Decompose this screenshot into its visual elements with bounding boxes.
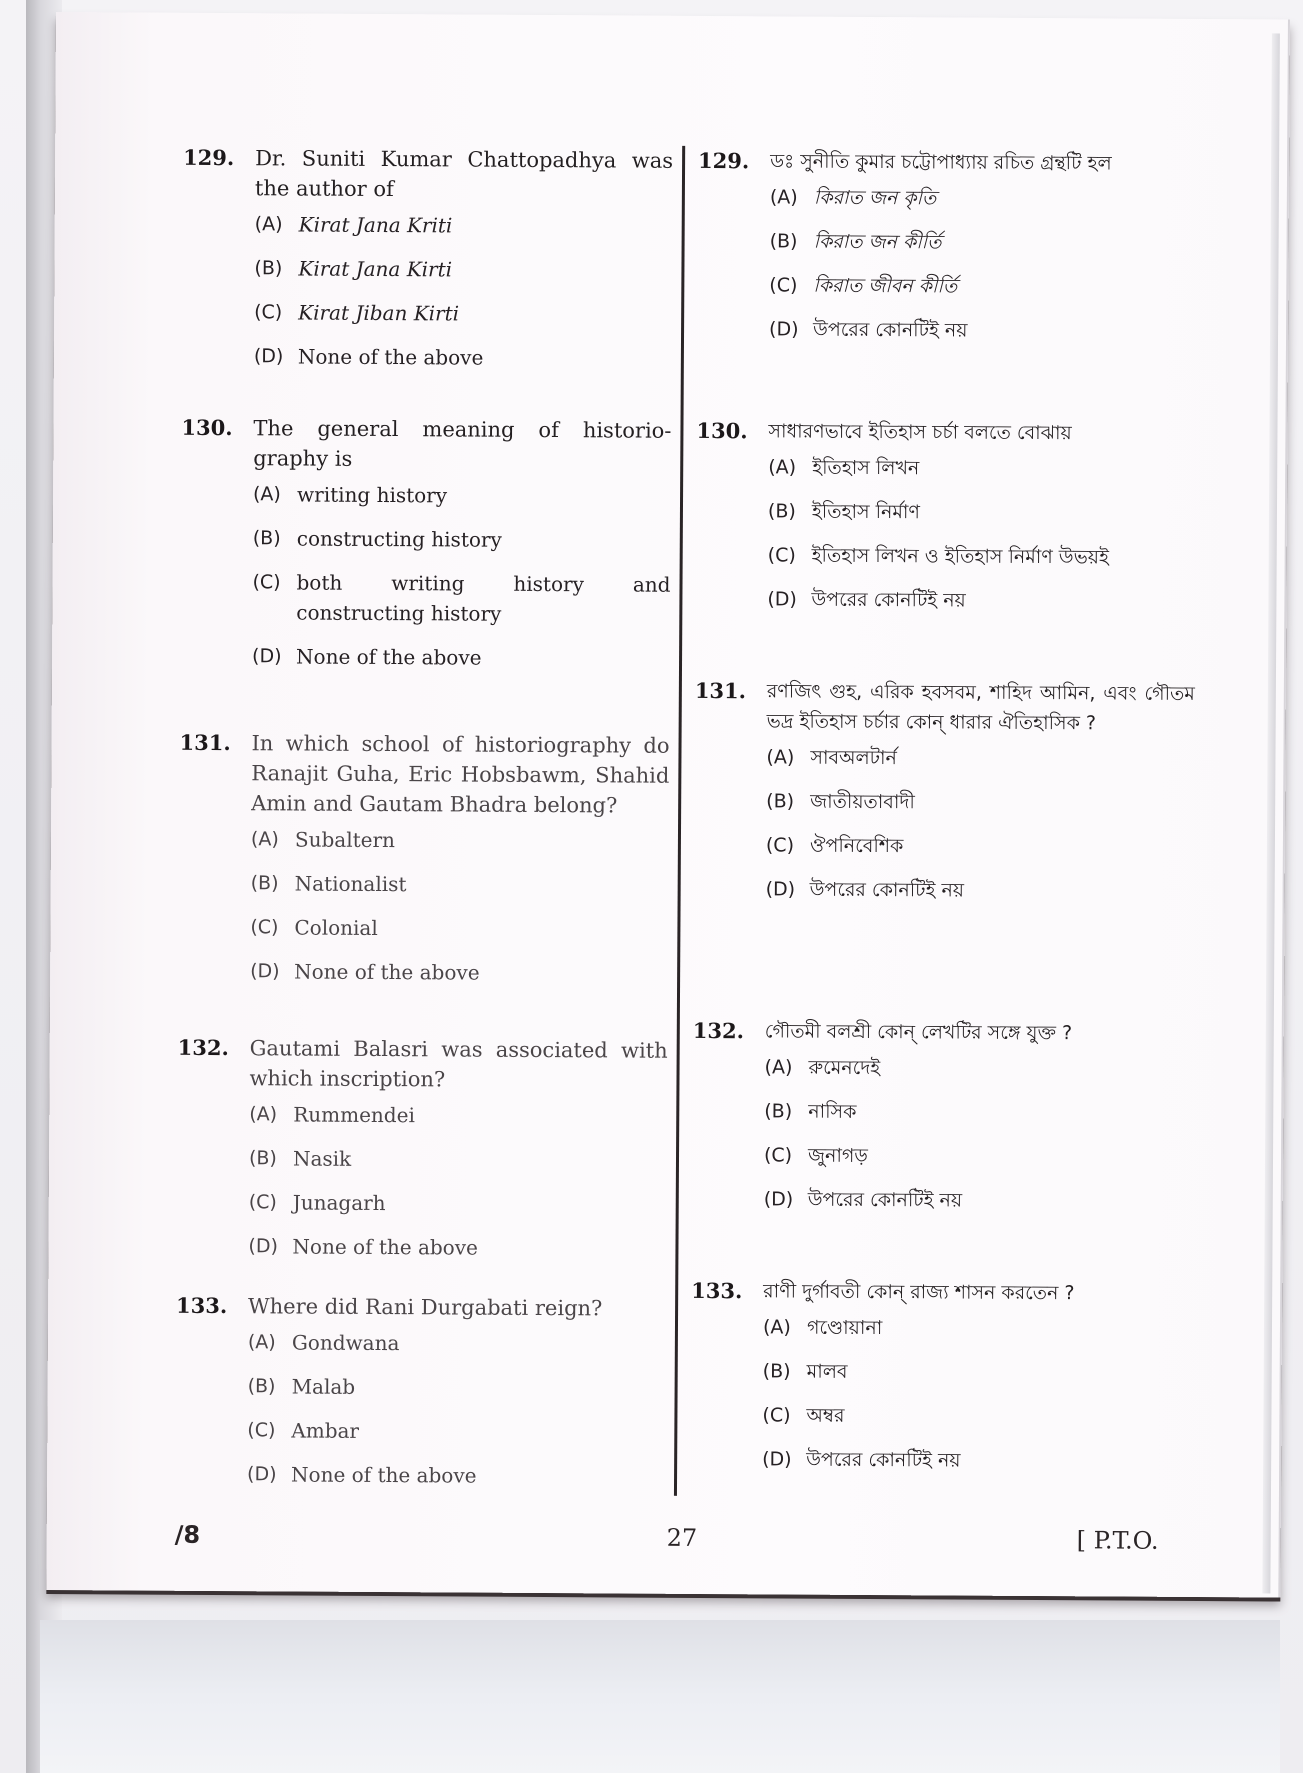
option-label: (D) <box>248 1235 278 1258</box>
page-edge <box>1262 33 1280 1593</box>
option-text: সাবঅলটার্ন <box>810 746 897 770</box>
option-b <box>770 226 1198 259</box>
option-label: (A) <box>769 186 798 209</box>
question-number: 133. <box>691 1277 743 1304</box>
options-list <box>767 452 1196 617</box>
option-text: None of the above <box>297 344 484 370</box>
option-label: (B) <box>766 790 795 813</box>
question-text: Where did Rani Durgabati reign? <box>248 1294 603 1321</box>
page-footer <box>47 1520 1279 1555</box>
question-number: 129. <box>183 144 235 171</box>
option-d <box>766 874 1194 907</box>
option-label: (D) <box>769 318 799 341</box>
option-a <box>251 824 669 857</box>
option-text: Colonial <box>294 915 378 940</box>
question-text: Dr. Suniti Kumar Chattopadhya was the author of <box>254 146 674 202</box>
option-b <box>768 496 1196 529</box>
option-d <box>762 1444 1190 1477</box>
option-a <box>764 1052 1192 1085</box>
option-c <box>250 912 668 945</box>
option-label: (B) <box>247 1375 276 1398</box>
option-label: (A) <box>252 483 281 506</box>
option-a <box>248 1327 666 1360</box>
option-label: (D) <box>252 645 282 668</box>
option-label: (B) <box>250 872 279 895</box>
option-text: কিরাত জীবন কীর্তি <box>813 274 958 298</box>
option-text: both writing history and constructing history <box>296 570 671 626</box>
option-d <box>769 314 1197 347</box>
option-label: (A) <box>762 1316 791 1339</box>
option-c <box>766 830 1194 863</box>
options-list <box>254 209 673 374</box>
question-text: The general meaning of historio-graphy is <box>253 416 672 471</box>
option-b <box>253 523 671 556</box>
english-column <box>176 143 674 1488</box>
option-label: (A) <box>766 746 795 769</box>
question-number: 132. <box>692 1017 745 1044</box>
option-text: Kirat Jiban Kirti <box>298 300 460 326</box>
option-label: (C) <box>250 916 279 939</box>
option-label: (A) <box>249 1103 278 1126</box>
option-text: ইতিহাস লিখন ও ইতিহাস নির্মাণ উভয়ই <box>811 544 1109 569</box>
option-text: ঔপনিবেশিক <box>809 834 904 858</box>
option-text: Subaltern <box>294 827 396 853</box>
question-number: 132. <box>177 1034 229 1061</box>
option-text: জুনাগড় <box>807 1144 868 1167</box>
option-a <box>253 479 671 512</box>
option-text: উপরের কোনটিই নয় <box>807 1188 963 1212</box>
option-text: Junagarh <box>292 1190 386 1216</box>
option-label: (C) <box>765 834 795 857</box>
question-number: 131. <box>694 677 747 704</box>
option-label: (C) <box>763 1144 793 1167</box>
option-text: মালব <box>806 1360 848 1383</box>
option-a <box>770 182 1198 215</box>
option-label: (C) <box>248 1191 277 1214</box>
option-text: Ambar <box>291 1418 360 1443</box>
option-text: None of the above <box>294 959 480 985</box>
option-b <box>254 253 672 286</box>
question-131-en <box>178 728 670 1003</box>
option-label: (A) <box>247 1331 276 1354</box>
option-text: Kirat Jana Kirti <box>298 256 453 282</box>
question-text: সাধারণভাবে ইতিহাস চর্চা বলতে বোঝায় <box>768 420 1072 445</box>
question-number: 133. <box>176 1292 228 1319</box>
option-text: গণ্ডোয়ানা <box>806 1316 883 1340</box>
option-label: (B) <box>769 230 798 253</box>
please-turn-over: [ P.T.O. <box>1076 1526 1159 1555</box>
option-label: (B) <box>767 500 796 523</box>
option-text: None of the above <box>295 644 482 670</box>
option-label: (D) <box>763 1188 794 1211</box>
question-number: 131. <box>179 729 231 756</box>
option-text: উপরের কোনটিই নয় <box>813 318 968 342</box>
option-label: (B) <box>252 527 281 550</box>
option-c <box>247 1415 665 1448</box>
option-d <box>248 1231 666 1264</box>
option-text: নাসিক <box>808 1100 857 1123</box>
options-list <box>248 1099 667 1264</box>
question-text: রাণী দুর্গাবতী কোন্ রাজ্য শাসন করতেন ? <box>763 1280 1075 1305</box>
question-number: 130. <box>181 414 233 441</box>
option-label: (C) <box>767 544 796 567</box>
option-a <box>249 1099 667 1132</box>
option-label: (C) <box>769 274 798 297</box>
scanner-bed-below-page <box>40 1620 1280 1773</box>
booklet-code: /8 <box>174 1520 201 1549</box>
question-text: রণজিৎ গুহ, এরিক হবসবম, শাহিদ আমিন, এবং গৌতম ভদ্র ইতিহাস চর্চার কোন্ ধারার ঐতিহাসিক ? <box>766 680 1195 735</box>
option-text: Gondwana <box>291 1330 400 1356</box>
option-c <box>769 270 1197 303</box>
option-text: জাতীয়তাবাদী <box>810 790 915 814</box>
option-c <box>764 1140 1192 1173</box>
option-label: (D) <box>767 588 797 611</box>
bengali-column <box>691 146 1198 1472</box>
question-number: 129. <box>698 147 750 174</box>
option-b <box>248 1371 666 1404</box>
question-text: গৌতমী বলশ্রী কোন্ লেখটির সঙ্গে যুক্ত ? <box>764 1020 1073 1045</box>
option-label: (A) <box>250 828 279 851</box>
option-text: অম্বর <box>806 1404 845 1427</box>
option-d <box>767 584 1195 617</box>
option-b <box>763 1356 1191 1389</box>
option-text: কিরাত জন কীর্তি <box>813 230 942 254</box>
option-a <box>255 209 673 242</box>
option-text: উপরের কোনটিই নয় <box>809 878 965 902</box>
option-text: constructing history <box>296 526 502 552</box>
option-text: উপরের কোনটিই নয় <box>806 1448 961 1472</box>
question-129-en <box>182 143 673 388</box>
option-text: Nationalist <box>294 871 407 897</box>
question-number: 130. <box>696 417 748 444</box>
option-b <box>251 868 669 901</box>
option-c <box>768 540 1196 573</box>
options-list <box>252 479 671 674</box>
question-text: ডঃ সুনীতি কুমার চট্টোপাধ্যায় রচিত গ্রন্থটি হল <box>770 150 1112 175</box>
question-132-bn <box>692 1016 1193 1231</box>
question-133-en <box>175 1291 666 1506</box>
question-133-bn <box>690 1276 1191 1491</box>
option-c <box>252 567 670 630</box>
question-132-en <box>176 1033 667 1278</box>
option-text: Nasik <box>292 1146 352 1171</box>
option-text: Kirat Jana Kriti <box>298 212 453 238</box>
option-a <box>766 742 1194 775</box>
option-label: (D) <box>253 345 284 368</box>
question-130-bn <box>695 416 1196 631</box>
exam-page <box>46 12 1290 1598</box>
option-c <box>762 1400 1190 1433</box>
options-list <box>247 1327 666 1492</box>
option-label: (B) <box>762 1360 791 1383</box>
option-text: উপরের কোনটিই নয় <box>811 588 966 612</box>
option-label: (D) <box>250 960 280 983</box>
option-label: (C) <box>762 1404 791 1427</box>
options-list <box>769 182 1198 347</box>
option-text: ইতিহাস নির্মাণ <box>811 500 921 524</box>
option-text: কিরাত জন কৃতি <box>813 186 937 210</box>
column-divider <box>674 146 685 1496</box>
option-label: (A) <box>768 456 797 479</box>
page-number: 27 <box>666 1523 698 1552</box>
option-label: (B) <box>764 1100 793 1123</box>
option-label: (D) <box>762 1448 792 1471</box>
option-c <box>254 297 672 330</box>
option-d <box>247 1459 665 1492</box>
option-label: (C) <box>254 301 283 324</box>
option-b <box>764 1096 1192 1129</box>
option-text: Rummendei <box>293 1102 415 1128</box>
question-131-bn <box>693 676 1194 921</box>
option-label: (D) <box>247 1463 277 1486</box>
option-label: (C) <box>252 571 281 594</box>
question-129-bn <box>697 146 1198 361</box>
option-c <box>249 1187 667 1220</box>
option-label: (A) <box>254 213 283 236</box>
options-list <box>250 824 669 989</box>
option-label: (C) <box>247 1419 276 1442</box>
option-text: writing history <box>296 482 448 508</box>
question-text: In which school of historiography do Ranajit Guha, Eric Hobsbawm, Shahid Amin and Gautam Bhadra belong? <box>251 731 670 818</box>
option-text: None of the above <box>290 1462 477 1488</box>
option-a <box>768 452 1196 485</box>
options-list <box>762 1312 1191 1477</box>
options-list <box>764 1052 1193 1217</box>
option-label: (D) <box>765 878 796 901</box>
option-d <box>250 956 668 989</box>
option-text: Malab <box>291 1374 356 1399</box>
option-b <box>766 786 1194 819</box>
question-130-en <box>180 413 672 688</box>
option-d <box>764 1184 1192 1217</box>
option-d <box>254 341 672 374</box>
option-a <box>763 1312 1191 1345</box>
question-text: Gautami Balasri was associated with which inscription? <box>249 1036 668 1092</box>
option-text: None of the above <box>292 1234 478 1260</box>
option-label: (B) <box>248 1147 277 1170</box>
option-d <box>252 641 670 674</box>
option-b <box>249 1143 667 1176</box>
option-label: (A) <box>764 1056 793 1079</box>
option-text: রুমেনদেই <box>808 1056 881 1080</box>
option-text: ইতিহাস লিখন <box>812 456 920 480</box>
option-label: (B) <box>254 257 283 280</box>
options-list <box>766 742 1195 907</box>
